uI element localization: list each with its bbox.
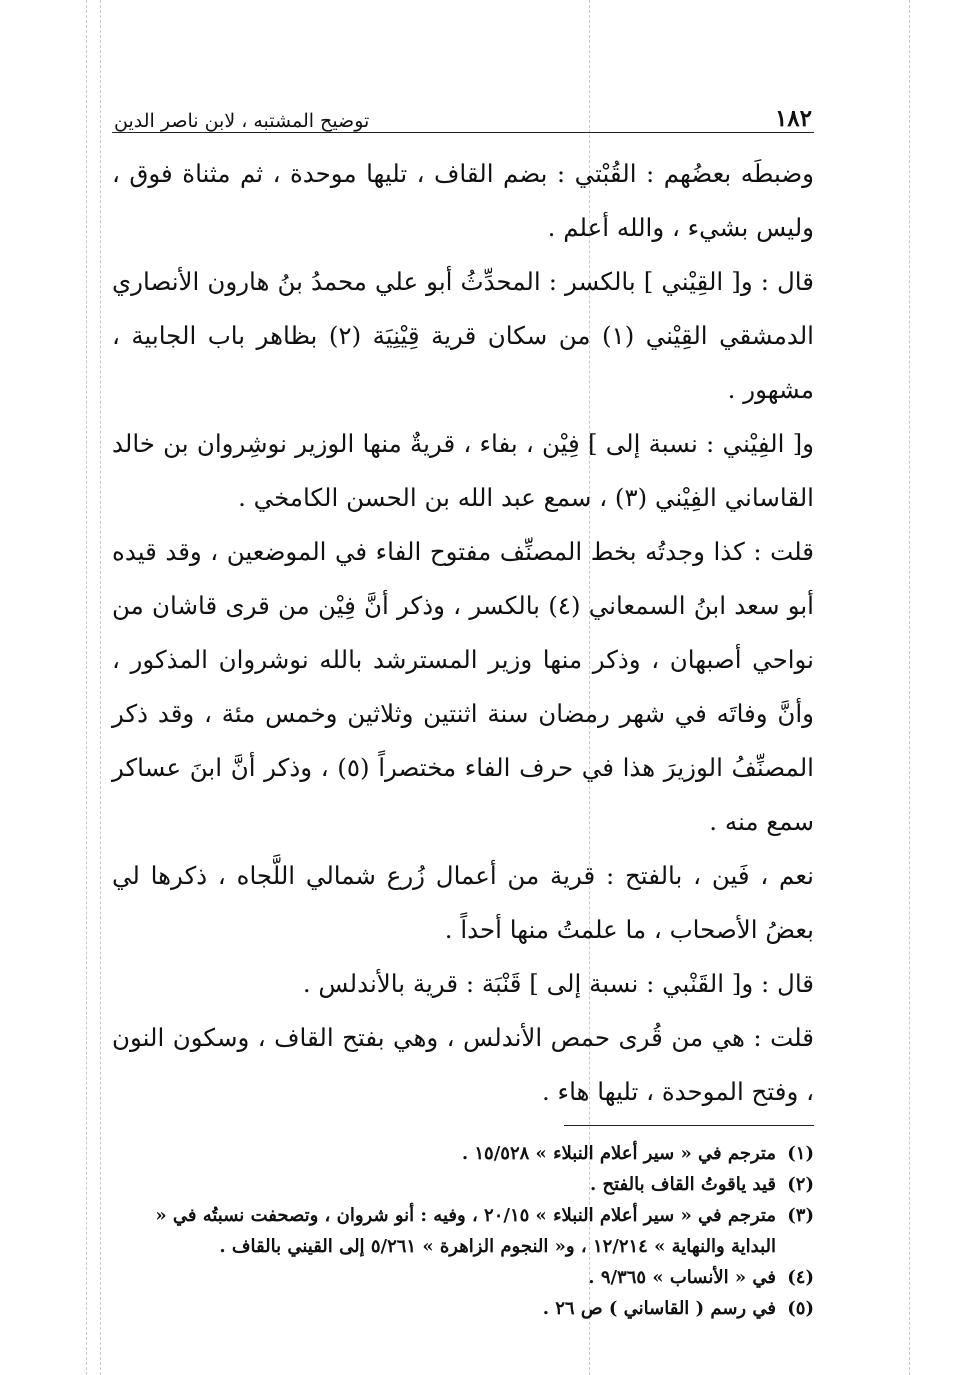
footnote-text: في « الأنساب » ٩/٣٦٥ . <box>588 1267 776 1288</box>
footnote <box>112 1138 814 1169</box>
footnote-number: (٤) <box>787 1267 814 1288</box>
paragraph: قلت : هي من قُرى حمص الأندلس ، وهي بفتح القاف ، وسكون النون ، وفتح الموحدة ، تليها هاء . <box>112 1023 814 1106</box>
page-number: ١٨٢ <box>774 105 812 132</box>
paragraph: وضبطَه بعضُهم : القُبْتي : بضم القاف ، تليها موحدة ، ثم مثناة فوق ، وليس بشيء ، والله أعلم . <box>112 159 814 242</box>
paragraph: نعم ، فَين ، بالفتح : قرية من أعمال زُرع شمالي اللَّجاه ، ذكرها لي بعضُ الأصحاب ، ما علمتُ منها أحداً . <box>112 861 814 944</box>
footnote <box>112 1293 814 1324</box>
footnote-number: (٥) <box>787 1298 814 1319</box>
margin-line <box>909 0 910 1375</box>
footnote-number: (٢) <box>787 1174 814 1195</box>
paragraph: قلت : كذا وجدتُه بخط المصنِّف مفتوح الفاء في الموضعين ، وقد قيده أبو سعد ابنُ السمعاني (٤) بالكسر ، وذكر أنَّ فِيْن من قرى قاشان من نواحي أصبهان ، وذكر منها وزير المسترشد بالله نوشروان المذكور ، وأنَّ وفاتَه في شهر رمضان سنة اثنتين وثلاثين وخمس مئة ، وقد ذكر المصنِّفُ الوزيرَ هذا في حرف الفاء مختصراً (٥) ، وذكر أنَّ ابنَ عساكر سمع منه . <box>112 537 814 836</box>
paragraph: قال : و[ القِيْني ] بالكسر : المحدِّثُ أبو علي محمدُ بنُ هارون الأنصاري الدمشقي القِيْني (١) من سكان قرية قِيْنِيَة (٢) بظاهر باب الجابية ، مشهور . <box>112 267 814 404</box>
footnote <box>112 1200 814 1262</box>
running-title: توضيح المشتبه ، لابن ناصر الدين <box>114 110 370 132</box>
margin-line <box>100 0 101 1375</box>
page-header <box>112 92 814 132</box>
footnote-text: في رسم ( القاساني ) ص ٢٦ . <box>542 1298 776 1319</box>
header-rule <box>112 132 814 133</box>
paragraph: قال : و[ القَنْبي : نسبة إلى ] قَنْبَة : قرية بالأندلس . <box>302 969 814 998</box>
footnotes <box>112 1138 814 1324</box>
footnote-number: (١) <box>787 1143 814 1164</box>
footnote <box>112 1169 814 1200</box>
footnote-number: (٣) <box>787 1205 814 1226</box>
footnote-text: قيد ياقوتُ القاف بالفتح . <box>589 1174 776 1195</box>
body-text <box>112 147 814 1119</box>
paragraph: و[ الفِيْني : نسبة إلى ] فِيْن ، بفاء ، قريةٌ منها الوزير نوشِروان بن خالد القاساني الفِيْني (٣) ، سمع عبد الله بن الحسن الكامخي . <box>112 429 814 512</box>
margin-line <box>86 0 87 1375</box>
book-page <box>112 92 814 1324</box>
footnote-text: مترجم في « سير أعلام النبلاء » ٢٠/١٥ ، وفيه : أنو شروان ، وتصحفت نسبتُه في « البداية والنهاية » ١٢/٢١٤ ، و« النجوم الزاهرة » ٥/٢٦١ إلى القيني بالقاف . <box>155 1205 776 1257</box>
footnote <box>112 1262 814 1293</box>
footnote-separator <box>564 1125 814 1126</box>
footnote-text: مترجم في « سير أعلام النبلاء » ١٥/٥٢٨ . <box>461 1143 776 1164</box>
